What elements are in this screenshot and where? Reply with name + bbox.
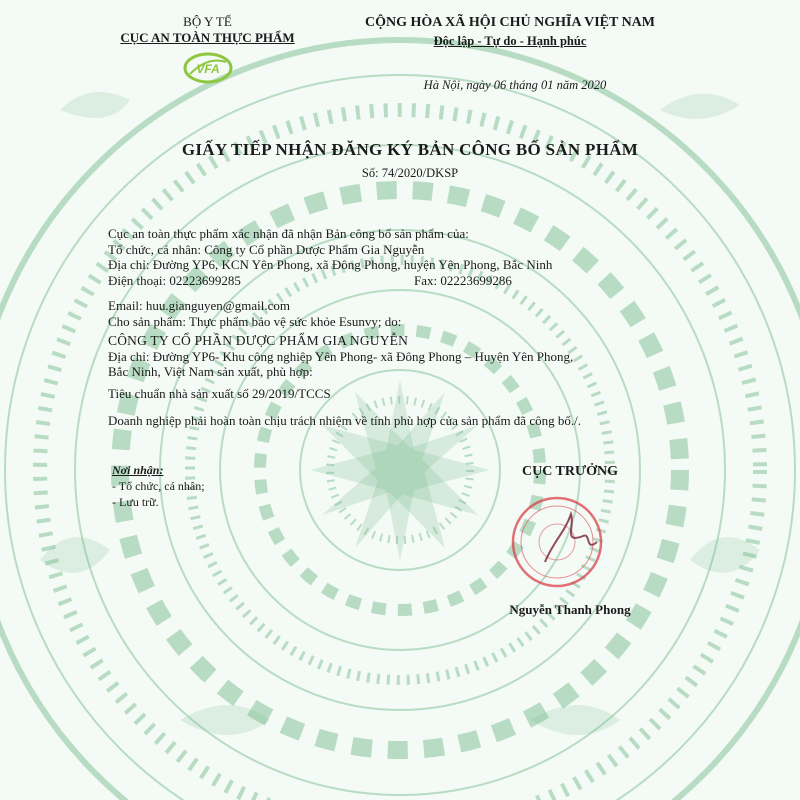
email-line: Email: huu.gianguyen@gmail.com: [108, 298, 291, 313]
document-number: Số: 74/2020/DKSP: [361, 166, 459, 180]
phone-line: Điện thoại: 02223699285: [108, 272, 241, 288]
contact-row: [108, 273, 688, 289]
recipient-item: - Lưu trữ.: [112, 495, 159, 509]
fax-line: Fax: 02223699286: [414, 272, 512, 288]
place-date: Hà Nội, ngày 06 tháng 01 năm 2020: [423, 78, 607, 92]
recipients-label: Nơi nhận:: [112, 463, 164, 477]
address-line: Địa chỉ: Đường YP6, KCN Yên Phong, xã Đông Phong, huyện Yên Phong, Bắc Ninh: [108, 257, 553, 272]
vfa-logo: [182, 48, 234, 86]
manufacturer-name: CÔNG TY CỔ PHẦN DƯỢC PHẨM GIA NGUYỄN: [108, 333, 409, 348]
official-stamp: [505, 492, 615, 592]
svg-text:VFA: VFA: [195, 62, 220, 76]
document-title: GIẤY TIẾP NHẬN ĐĂNG KÝ BẢN CÔNG BỐ SẢN PHẨM: [181, 140, 639, 159]
national-motto: Độc lập - Tự do - Hạnh phúc: [433, 34, 587, 48]
national-header: [320, 14, 700, 50]
agency-name: CỤC AN TOÀN THỰC PHẨM: [120, 30, 295, 45]
responsibility-line: Doanh nghiệp phải hoàn toàn chịu trách nhiệm về tính phù hợp của sản phẩm đã công bố./.: [108, 413, 581, 428]
ministry-name: BỘ Y TẾ: [183, 14, 232, 29]
product-line: Cho sản phẩm: Thực phẩm bảo vệ sức khỏe Esunvy; do:: [108, 313, 402, 329]
intro-line: Cục an toàn thực phẩm xác nhận đã nhận Bản công bố sản phẩm của:: [108, 226, 469, 241]
director-title: CỤC TRƯỞNG: [521, 464, 619, 479]
recipients-block: [112, 462, 205, 510]
manufacturer-address-line-1: Địa chỉ: Đường YP6- Khu công nghiệp Yên Phong- xã Đông Phong – Huyện Yên Phong,: [108, 348, 574, 364]
standard-line: Tiêu chuẩn nhà sản xuất số 29/2019/TCCS: [108, 385, 331, 401]
recipient-item: - Tổ chức, cá nhân;: [112, 479, 205, 493]
republic-name: CỘNG HÒA XÃ HỘI CHỦ NGHĨA VIỆT NAM: [364, 15, 655, 30]
signer-name: Nguyễn Thanh Phong: [509, 602, 631, 617]
manufacturer-address-line-2: Bắc Ninh, Việt Nam sản xuất, phù hợp:: [108, 364, 313, 379]
handwritten-signature: [545, 514, 597, 562]
document-body: [108, 226, 688, 429]
issuing-authority-block: [100, 14, 315, 86]
organization-line: Tổ chức, cá nhân: Công ty Cổ phần Dược Phẩm Gia Nguyễn: [108, 241, 425, 257]
